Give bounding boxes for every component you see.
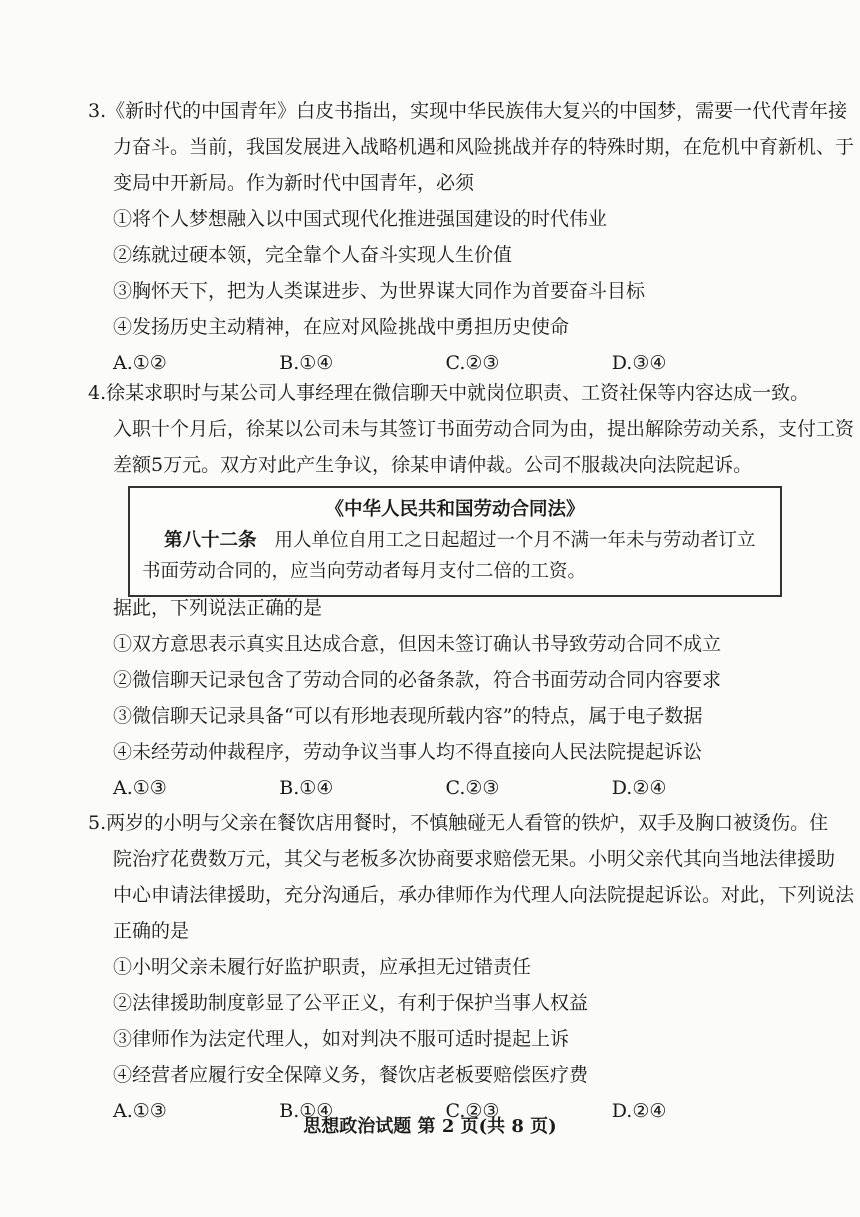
law-article-line: 书面劳动合同的，应当向劳动者每月支付二倍的工资。 (142, 561, 587, 582)
option-a: A.①② (113, 352, 167, 374)
law-article-text: 用人单位自用工之日起超过一个月不满一年未与劳动者订立 (274, 530, 756, 551)
law-article-number: 第八十二条 (164, 530, 257, 551)
question-5-stem-line: 中心申请法律援助，充分沟通后，承办律师作为代理人向法院提起诉讼。对此，下列说法 (113, 884, 855, 906)
question-5-item: ③律师作为法定代理人，如对判决不服可适时提起上诉 (113, 1028, 570, 1050)
question-5-item: ①小明父亲未履行好监护职责，应承担无过错责任 (113, 956, 532, 978)
question-3-item: ②练就过硬本领，完全靠个人奋斗实现人生价值 (113, 244, 513, 266)
option-c: C.②③ (445, 352, 500, 374)
question-3-item: ④发扬历史主动精神，在应对风险挑战中勇担历史使命 (113, 316, 570, 338)
question-5-stem-line: 5.两岁的小明与父亲在餐饮店用餐时，不慎触碰无人看管的铁炉，双手及胸口被烫伤。住 (88, 812, 829, 834)
question-4 (88, 375, 855, 483)
option-d: D.③④ (611, 352, 667, 374)
page-footer: 思想政治试题 第 2 页(共 8 页) (303, 1116, 557, 1137)
question-4-item: ①双方意思表示真实且达成合意，但因未签订确认书导致劳动合同不成立 (113, 633, 722, 655)
option-b: B.①④ (279, 352, 334, 374)
question-3-stem-line: 变局中开新局。作为新时代中国青年，必须 (113, 172, 475, 194)
law-article-line (142, 525, 768, 556)
law-title: 《中华人民共和国劳动合同法》 (325, 499, 585, 520)
option-d: D.②④ (611, 777, 667, 799)
question-5 (88, 805, 855, 1129)
question-5-item: ②法律援助制度彰显了公平正义，有利于保护当事人权益 (113, 992, 589, 1014)
question-4-body (88, 590, 778, 806)
option-a: A.①③ (113, 1100, 167, 1122)
question-5-stem-line: 正确的是 (113, 920, 190, 942)
option-b: B.①④ (279, 777, 334, 799)
question-4-item: ④未经劳动仲裁程序，劳动争议当事人均不得直接向人民法院提起诉讼 (113, 741, 703, 763)
question-4-prompt: 据此，下列说法正确的是 (113, 597, 323, 619)
option-c: C.②③ (445, 777, 500, 799)
option-a: A.①③ (113, 777, 167, 799)
option-d: D.②④ (611, 1100, 667, 1122)
question-3-stem-line: 3.《新时代的中国青年》白皮书指出，实现中华民族伟大复兴的中国梦，需要一代代青年接 (88, 100, 848, 122)
question-4-item: ②微信聊天记录包含了劳动合同的必备条款，符合书面劳动合同内容要求 (113, 669, 722, 691)
option-c: C.②③ (445, 1100, 500, 1122)
question-3 (88, 93, 855, 381)
question-4-stem-line: 4.徐某求职时与某公司人事经理在微信聊天中就岗位职责、工资社保等内容达成一致。 (88, 382, 810, 404)
question-4-stem-line: 入职十个月后，徐某以公司未与其签订书面劳动合同为由，提出解除劳动关系，支付工资 (113, 418, 855, 440)
question-5-stem-line: 院治疗花费数万元，其父与老板多次协商要求赔偿无果。小明父亲代其向当地法律援助 (113, 848, 836, 870)
question-5-item: ④经营者应履行安全保障义务，餐饮店老板要赔偿医疗费 (113, 1064, 589, 1086)
question-4-options (88, 770, 778, 806)
question-4-item: ③微信聊天记录具备“可以有形地表现所载内容”的特点，属于电子数据 (113, 705, 703, 727)
question-3-item: ③胸怀天下，把为人类谋进步、为世界谋大同作为首要奋斗目标 (113, 280, 646, 302)
question-3-item: ①将个人梦想融入以中国式现代化推进强国建设的时代伟业 (113, 208, 608, 230)
question-4-stem-line: 差额5万元。双方对此产生争议，徐某申请仲裁。公司不服裁决向法院起诉。 (113, 454, 753, 476)
question-3-stem-line: 力奋斗。当前，我国发展进入战略机遇和风险挑战并存的特殊时期，在危机中育新机、于 (113, 136, 855, 158)
option-b: B.①④ (279, 1100, 334, 1122)
law-excerpt-box (128, 486, 782, 597)
